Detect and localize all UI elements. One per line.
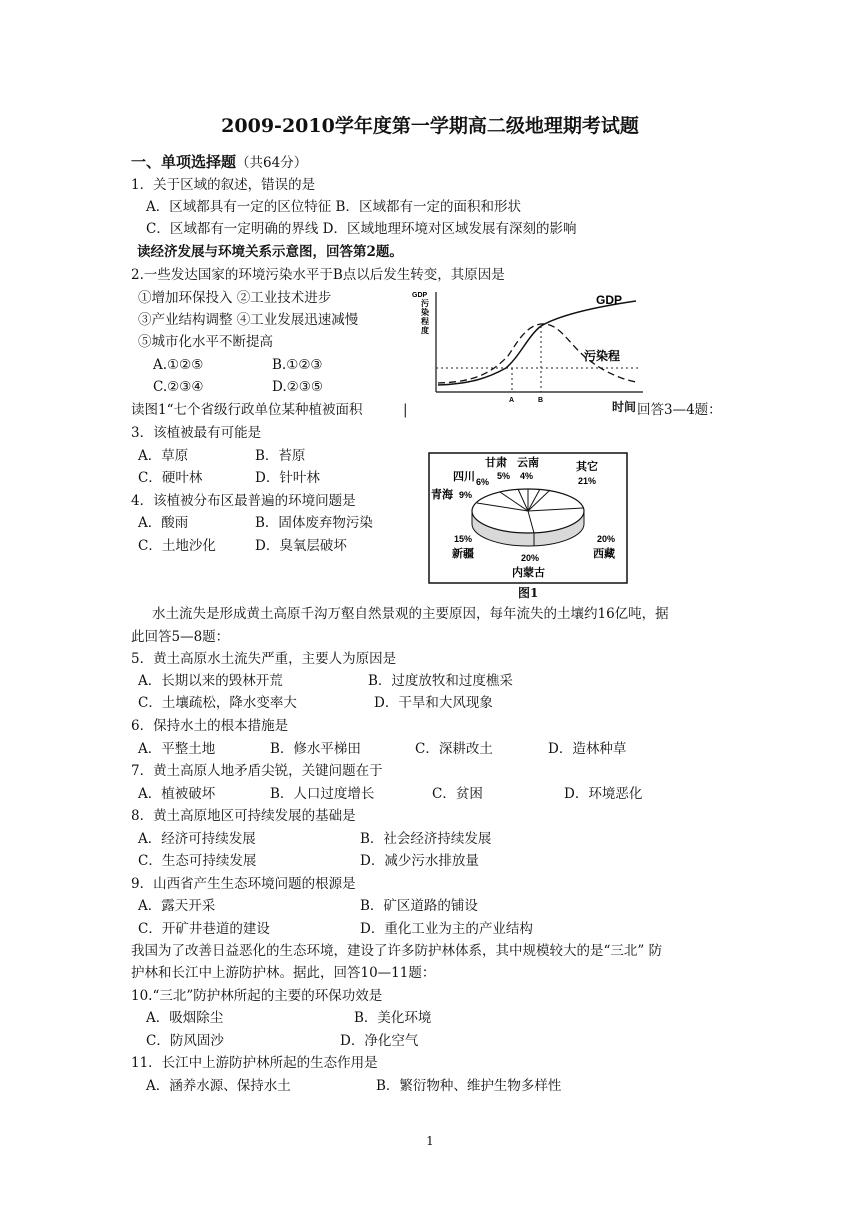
question-2-option-c: C.②③④	[153, 379, 204, 395]
question-1-stem: 1．关于区域的叙述，错误的是	[131, 177, 316, 193]
question-11-option-b: B．繁衍物种、维护生物多样性	[376, 1078, 562, 1094]
page-title: 2009-2010学年度第一学期高二级地理期考试题	[221, 115, 639, 137]
question-10-option-a: A．吸烟除尘	[146, 1010, 224, 1026]
question-10-option-b: B．美化环境	[354, 1010, 432, 1026]
question-10-stem: 10.“三北”防护林所起的主要的环保功效是	[131, 988, 383, 1004]
label-xinjiang: 新疆	[452, 548, 474, 560]
point-a-label: A	[509, 397, 515, 404]
question-1-options-cd: C．区域都有一定明确的界线 D．区域地理环境对区域发展有深刻的影响	[146, 221, 577, 237]
intro-questions-3-4-cutoff: |	[403, 402, 408, 418]
gdp-curve	[438, 301, 636, 385]
question-4-stem: 4．该植被分布区最普遍的环境问题是	[131, 493, 356, 509]
question-2-item-2: ③产业结构调整 ④工业发展迅速减慢	[138, 312, 359, 328]
question-5-option-c: C．土壤疏松，降水变率大	[138, 695, 297, 711]
question-4-option-b: B．固体废弃物污染	[255, 515, 373, 531]
question-5-option-a: A．长期以来的毁林开荒	[138, 673, 283, 689]
y-axis-label-line-1: GDP	[412, 292, 428, 299]
question-7-option-c: C．贫困	[432, 786, 483, 802]
question-7-option-d: D．环境恶化	[564, 786, 643, 802]
pct-gansu: 5%	[497, 471, 511, 481]
section-heading-text: 一、单项选择题	[131, 153, 237, 171]
label-qinghai: 青海	[431, 489, 453, 501]
question-4-option-a: A．酸雨	[138, 515, 189, 531]
y-axis-label-line-3: 染	[421, 308, 429, 317]
question-8-option-b: B．社会经济持续发展	[360, 831, 492, 847]
x-axis-label: 时间	[612, 400, 637, 414]
pct-xinjiang: 15%	[454, 534, 473, 544]
point-b-label: B	[538, 397, 544, 404]
question-4-option-d: D．臭氧层破坏	[255, 538, 347, 554]
question-9-option-d: D．重化工业为主的产业结构	[360, 921, 533, 937]
y-axis-label-line-2: 污	[421, 299, 429, 308]
pct-neimenggu: 20%	[521, 553, 540, 563]
section-heading	[131, 152, 307, 173]
question-5-option-d: D．干旱和大风现象	[374, 695, 493, 711]
pct-other: 21%	[578, 476, 597, 486]
intro-question-2: 读经济发展与环境关系示意图，回答第2题。	[137, 244, 403, 260]
section-score: （共64分）	[236, 155, 308, 171]
question-3-option-c: C．硬叶林	[138, 470, 203, 486]
question-5-option-b: B．过度放牧和过度樵采	[368, 673, 513, 689]
question-8-option-c: C．生态可持续发展	[138, 853, 257, 869]
label-other: 其它	[576, 461, 598, 473]
intro-questions-5-8-line-2: 此回答5—8题：	[131, 629, 230, 645]
question-4-option-c: C．土地沙化	[138, 538, 216, 554]
question-3-stem: 3．该植被最有可能是	[131, 425, 262, 441]
label-neimenggu: 内蒙古	[512, 567, 545, 579]
y-axis-label-line-4: 程	[421, 317, 429, 326]
question-8-option-d: D．减少污水排放量	[360, 853, 479, 869]
intro-questions-10-11-line-2: 护林和长江中上游防护林。据此，回答10—11题：	[131, 965, 436, 981]
page-number: 1	[426, 1134, 434, 1148]
label-sichuan: 四川	[453, 471, 475, 483]
question-3-option-b: B．苔原	[255, 448, 306, 464]
question-7-option-a: A．植被破坏	[138, 786, 216, 802]
question-10-option-c: C．防风固沙	[146, 1033, 224, 1049]
intro-questions-3-4: 读图1“七个省级行政单位某种植被面积	[131, 402, 363, 418]
question-1-options-ab: A．区域都具有一定的区位特征 B．区域都有一定的面积和形状	[146, 199, 521, 215]
pct-qinghai: 9%	[459, 490, 473, 500]
question-2-item-1: ①增加环保投入 ②工业技术进步	[138, 290, 332, 306]
question-2-stem: 2.一些发达国家的环境污染水平于B点以后发生转变，其原因是	[131, 267, 505, 283]
label-gansu: 甘肃	[485, 457, 507, 469]
vegetation-pie-figure	[428, 452, 628, 584]
question-6-option-b: B．修水平梯田	[270, 741, 361, 757]
pct-sichuan: 6%	[476, 477, 490, 487]
question-6-stem: 6．保持水土的根本措施是	[131, 718, 289, 734]
pct-yunnan: 4%	[520, 471, 534, 481]
question-2-option-d: D.②③⑤	[272, 379, 323, 395]
intro-questions-5-8-line-1: 水土流失是形成黄土高原千沟万壑自然景观的主要原因，每年流失的土壤约16亿吨，据	[152, 606, 669, 622]
question-7-stem: 7．黄土高原人地矛盾尖锐，关键问题在于	[131, 763, 383, 779]
question-9-option-a: A．露天开采	[138, 898, 216, 914]
question-11-stem: 11．长江中上游防护林所起的生态作用是	[131, 1055, 378, 1071]
label-xizang: 西藏	[593, 548, 615, 560]
question-6-option-d: D．造林种草	[548, 741, 627, 757]
question-6-option-a: A．平整土地	[138, 741, 216, 757]
intro-questions-10-11-line-1: 我国为了改善日益恶化的生态环境，建设了许多防护林体系，其中规模较大的是“三北” 防	[131, 943, 663, 959]
question-9-stem: 9．山西省产生生态环境问题的根源是	[131, 876, 356, 892]
question-9-option-c: C．开矿井巷道的建设	[138, 921, 270, 937]
question-9-option-b: B．矿区道路的铺设	[360, 898, 478, 914]
question-8-stem: 8．黄土高原地区可持续发展的基础是	[131, 808, 356, 824]
question-10-option-d: D．净化空气	[340, 1033, 419, 1049]
pct-xizang: 20%	[597, 534, 616, 544]
question-2-option-b: B.①②③	[272, 357, 323, 373]
pollution-label: 污染程	[584, 349, 621, 363]
question-5-stem: 5．黄土高原水土流失严重，主要人为原因是	[131, 651, 397, 667]
y-axis-label-line-5: 度	[421, 326, 429, 335]
figure-1-caption: 图1	[518, 586, 539, 600]
intro-questions-3-4-end: 回答3—4题：	[637, 402, 722, 418]
question-2-option-a: A.①②⑤	[153, 357, 204, 373]
question-7-option-b: B．人口过度增长	[270, 786, 375, 802]
question-11-option-a: A．涵养水源、保持水土	[146, 1078, 291, 1094]
question-2-item-3: ⑤城市化水平不断提高	[138, 334, 273, 350]
question-8-option-a: A．经济可持续发展	[138, 831, 256, 847]
question-3-option-d: D．针叶林	[255, 470, 320, 486]
label-yunnan: 云南	[517, 457, 539, 469]
question-3-option-a: A．草原	[138, 448, 189, 464]
question-6-option-c: C．深耕改土	[415, 741, 493, 757]
gdp-label: GDP	[596, 293, 623, 307]
